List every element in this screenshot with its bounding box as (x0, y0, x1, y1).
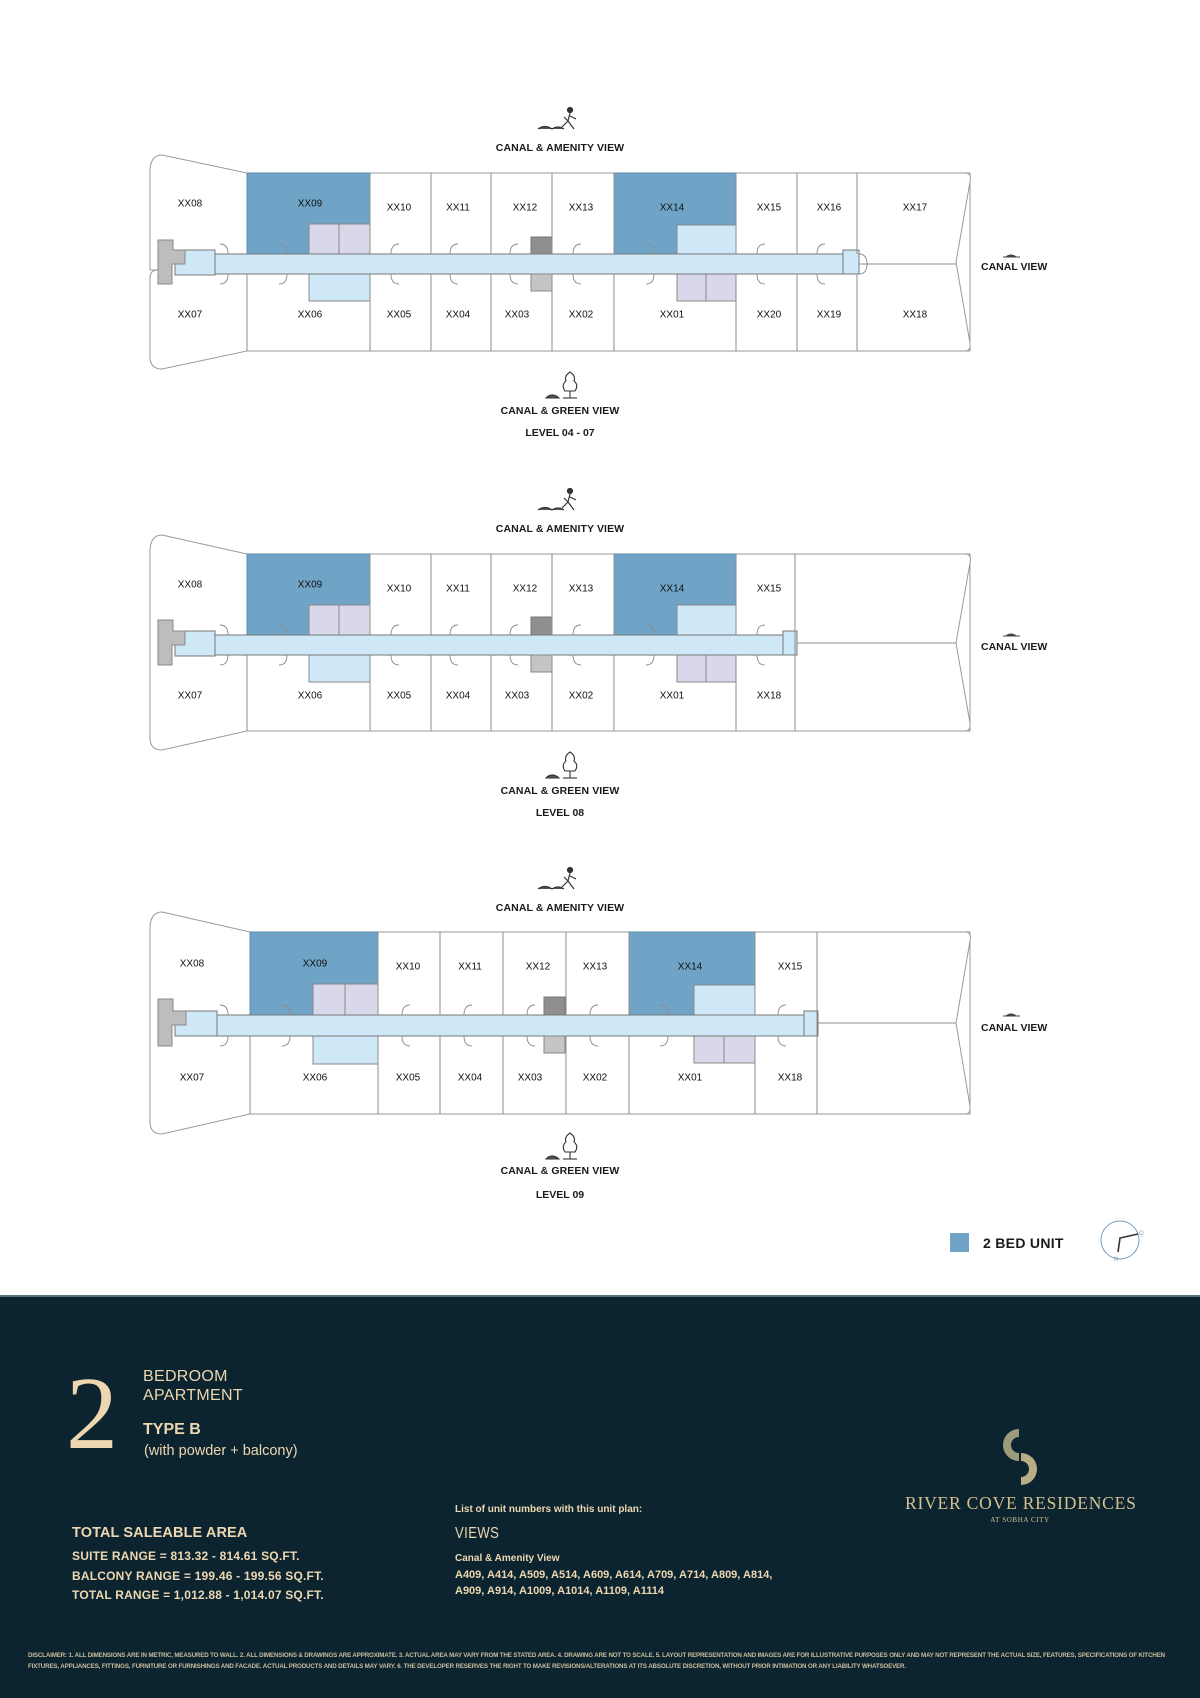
canal-view-label: CANAL VIEW (981, 641, 1048, 653)
unit-xx10[interactable]: XX10 (386, 583, 412, 595)
unit-xx08[interactable]: XX08 (177, 198, 203, 210)
suite-range: SUITE RANGE = 813.32 - 814.61 SQ.FT. (72, 1549, 300, 1563)
unit-xx09[interactable]: XX09 (297, 579, 323, 591)
unit-xx03[interactable]: XX03 (504, 309, 530, 321)
view-bottom-label: CANAL & GREEN VIEW (500, 405, 620, 417)
unit-xx09[interactable]: XX09 (302, 958, 328, 970)
unit-xx11[interactable]: XX11 (446, 583, 470, 595)
total-range: TOTAL RANGE = 1,012.88 - 1,014.07 SQ.FT. (72, 1588, 324, 1602)
unit-xx06[interactable]: XX06 (302, 1072, 328, 1084)
unit-xx04[interactable]: XX04 (445, 309, 471, 321)
unit-xx16[interactable]: XX16 (816, 202, 842, 214)
unit-info-panel (0, 1295, 1200, 1698)
river-cove-logo-icon (995, 1427, 1045, 1487)
unit-number-list: A409, A414, A509, A514, A609, A614, A709, A714, A809, A814, A909, A914, A1009, A1014, A1109, A1114 (455, 1569, 773, 1597)
unit-xx18[interactable]: XX18 (777, 1072, 803, 1084)
unit-xx18[interactable]: XX18 (902, 309, 928, 321)
level-label: LEVEL 04 - 07 (525, 427, 595, 439)
apartment-title: BEDROOM APARTMENT (143, 1368, 243, 1404)
unit-xx02[interactable]: XX02 (582, 1072, 608, 1084)
unit-xx03[interactable]: XX03 (517, 1072, 543, 1084)
unit-xx06[interactable]: XX06 (297, 690, 323, 702)
brand-name: RIVER COVE RESIDENCES (905, 1493, 1137, 1513)
unit-xx12[interactable]: XX12 (512, 202, 538, 214)
unit-xx11[interactable]: XX11 (446, 202, 470, 214)
unit-numbers-list (455, 1504, 785, 1599)
units-intro: List of unit numbers with this unit plan: (455, 1504, 643, 1515)
view-category: Canal & Amenity View (455, 1553, 560, 1564)
unit-xx04[interactable]: XX04 (445, 690, 471, 702)
unit-xx03[interactable]: XX03 (504, 690, 530, 702)
unit-xx04[interactable]: XX04 (457, 1072, 483, 1084)
canal-view-label: CANAL VIEW (981, 1022, 1048, 1034)
unit-xx14[interactable]: XX14 (659, 583, 685, 595)
apartment-type: TYPE B (143, 1421, 201, 1438)
unit-xx15[interactable]: XX15 (756, 202, 782, 214)
unit-xx10[interactable]: XX10 (395, 961, 421, 973)
unit-xx02[interactable]: XX02 (568, 690, 594, 702)
unit-xx07[interactable]: XX07 (179, 1072, 205, 1084)
unit-xx05[interactable]: XX05 (386, 690, 412, 702)
unit-xx07[interactable]: XX07 (177, 309, 203, 321)
unit-xx05[interactable]: XX05 (386, 309, 412, 321)
unit-xx12[interactable]: XX12 (512, 583, 538, 595)
legend-label: 2 BED UNIT (983, 1234, 1064, 1251)
unit-xx01[interactable]: XX01 (659, 309, 685, 321)
unit-xx11[interactable]: XX11 (458, 961, 482, 973)
unit-xx13[interactable]: XX13 (568, 583, 594, 595)
saleable-area (72, 1525, 324, 1606)
area-title: TOTAL SALEABLE AREA (72, 1525, 248, 1541)
view-bottom-label: CANAL & GREEN VIEW (500, 785, 620, 797)
unit-xx17[interactable]: XX17 (902, 202, 928, 214)
unit-xx18[interactable]: XX18 (756, 690, 782, 702)
unit-xx20[interactable]: XX20 (756, 309, 782, 321)
view-top-label: CANAL & AMENITY VIEW (495, 142, 625, 154)
level-label: LEVEL 09 (535, 1189, 585, 1201)
unit-xx01[interactable]: XX01 (677, 1072, 703, 1084)
corridor (216, 1015, 818, 1036)
amenity-view-icon (538, 868, 576, 890)
legend (950, 1233, 1064, 1252)
unit-xx10[interactable]: XX10 (386, 202, 412, 214)
level-label: LEVEL 08 (535, 807, 585, 819)
unit-xx08[interactable]: XX08 (179, 958, 205, 970)
unit-xx01[interactable]: XX01 (659, 690, 685, 702)
apartment-subtitle: (with powder + balcony) (144, 1443, 298, 1459)
unit-xx13[interactable]: XX13 (582, 961, 608, 973)
green-view-icon (546, 1133, 577, 1159)
bedroom-count: 2 (66, 1356, 118, 1471)
unit-xx14[interactable]: XX14 (677, 961, 703, 973)
unit-xx08[interactable]: XX08 (177, 579, 203, 591)
unit-xx09[interactable]: XX09 (297, 198, 323, 210)
view-bottom-label: CANAL & GREEN VIEW (500, 1165, 620, 1177)
svg-text:Q: Q (1139, 1231, 1144, 1237)
brand-logo (905, 1427, 1135, 1524)
disclaimer: DISCLAIMER: 1. ALL DIMENSIONS ARE IN METRIC, MEASURED TO WALL. 2. ALL DIMENSIONS & DRAWINGS ARE APPROXIMATE. 3. ACTUAL AREA MAY VARY FROM THE STATED AREA. 4. DRAWING ARE NOT TO SCALE. 5. LAYOUT REPRESENTATION AND IMAGES ARE FOR ILLUSTRATIVE PURPOSES ONLY AND MAY NOT REPRESENT THE ACTUAL SIZE, FEATURES, SPECIFICATIONS OF KITCHEN FIXTURES, APPLIANCES, FITTINGS, FURNITURE OR FURNISHINGS AND FACADE. ACTUAL PRODUCTS AND DETAILS MAY VARY. 6. THE DEVELOPER RESERVES THE RIGHT TO MAKE REVISIONS/ALTERATIONS AT ITS ABSOLUTE DISCRETION, WITHOUT PRIOR INTIMATION OR ANY LIABILITY WHATSOEVER. (28, 1652, 1165, 1670)
unit-xx14[interactable]: XX14 (659, 202, 685, 214)
svg-text:N: N (1114, 1257, 1119, 1262)
view-top-label: CANAL & AMENITY VIEW (495, 902, 625, 914)
balcony-range: BALCONY RANGE = 199.46 - 199.56 SQ.FT. (72, 1568, 324, 1583)
unit-xx15[interactable]: XX15 (777, 961, 803, 973)
north-compass-icon (1098, 1218, 1148, 1262)
unit-xx05[interactable]: XX05 (395, 1072, 421, 1084)
views-heading: VIEWS (455, 1525, 500, 1542)
brand-subtitle: AT SOBHA CITY (990, 1516, 1050, 1524)
unit-xx12[interactable]: XX12 (525, 961, 551, 973)
unit-xx07[interactable]: XX07 (177, 690, 203, 702)
unit-xx13[interactable]: XX13 (568, 202, 594, 214)
unit-xx02[interactable]: XX02 (568, 309, 594, 321)
canal-view-label: CANAL VIEW (981, 261, 1048, 273)
unit-xx19[interactable]: XX19 (816, 309, 842, 321)
canal-view-icon (1003, 1014, 1020, 1017)
unit-xx15[interactable]: XX15 (756, 583, 782, 595)
two-bed-swatch (950, 1233, 969, 1252)
unit-xx06[interactable]: XX06 (297, 309, 323, 321)
view-top-label: CANAL & AMENITY VIEW (495, 523, 625, 535)
